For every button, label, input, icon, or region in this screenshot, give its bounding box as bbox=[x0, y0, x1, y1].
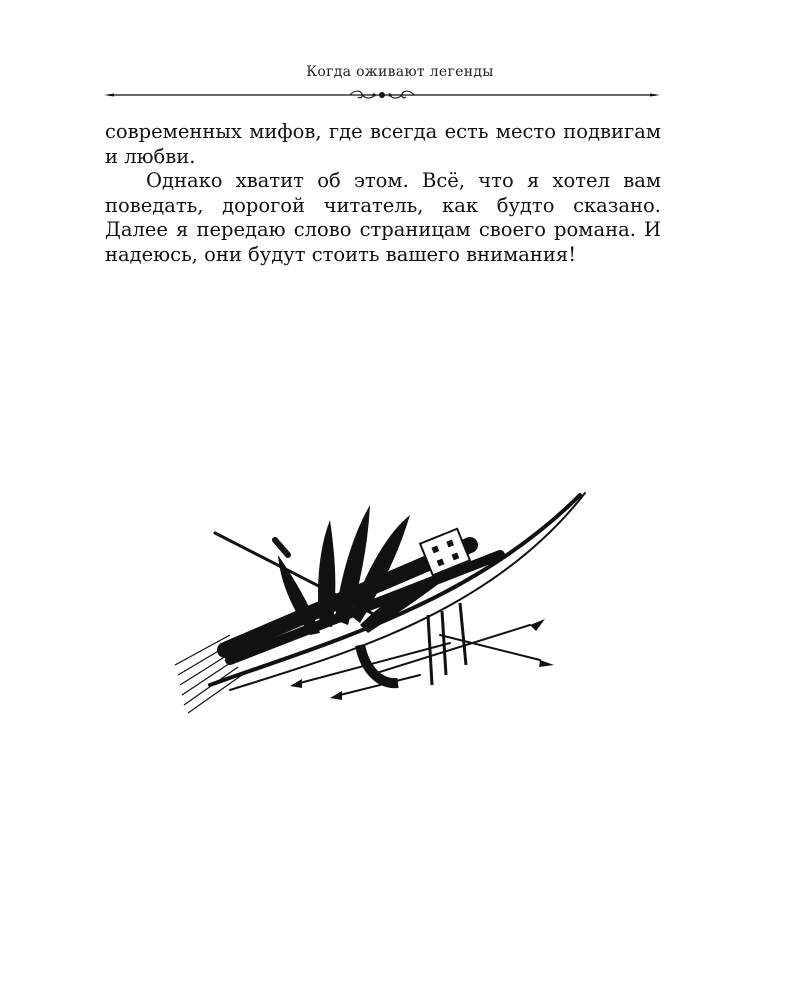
paragraph-continuation: современных мифов, где всегда есть место подвигам и любви. bbox=[105, 120, 661, 168]
body-text bbox=[105, 120, 661, 267]
feathered-weapons-bundle-icon bbox=[170, 485, 595, 720]
running-head-title: Когда оживают легенды bbox=[306, 64, 494, 80]
ornamental-divider-icon bbox=[104, 85, 660, 105]
paragraph-closing: Однако хватит об этом. Всё, что я хотел вам поведать, дорогой читатель, как будто сказано. Далее я передаю слово страницам своего романа. И надеюсь, они будут стоить вашего внимания! bbox=[105, 169, 661, 266]
